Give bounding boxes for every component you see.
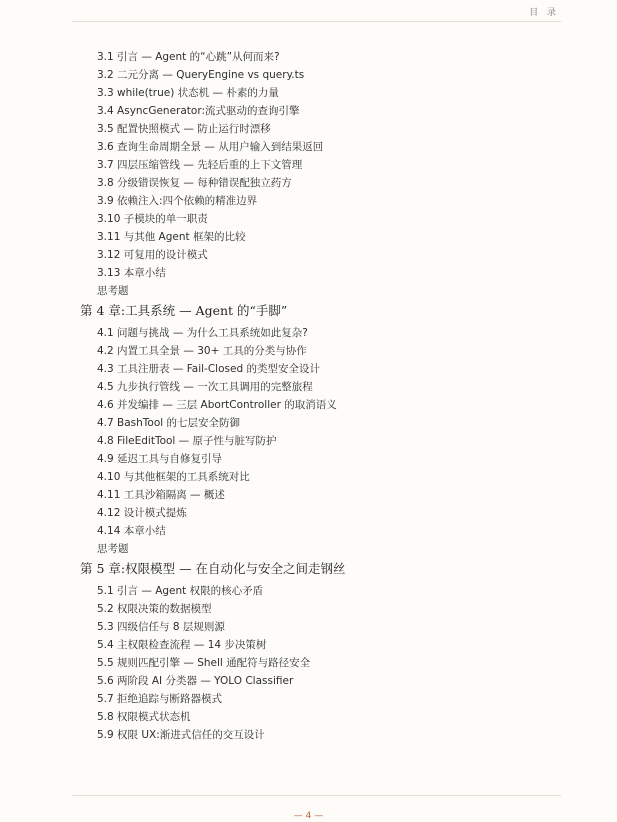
toc-entry[interactable]: 4.8 FileEditTool — 原子性与脏写防护 <box>97 435 277 447</box>
toc-entry[interactable]: 3.3 while(true) 状态机 — 朴素的力量 <box>97 87 279 99</box>
toc-entry[interactable]: 4.10 与其他框架的工具系统对比 <box>97 471 250 483</box>
toc-entry[interactable]: 思考题 <box>97 543 129 555</box>
toc-entry[interactable]: 4.6 并发编排 — 三层 AbortController 的取消语义 <box>97 399 337 411</box>
toc-entry[interactable]: 4.9 延迟工具与自修复引导 <box>97 453 223 465</box>
toc-entry[interactable]: 4.2 内置工具全景 — 30+ 工具的分类与协作 <box>97 345 307 357</box>
toc-entry[interactable]: 3.13 本章小结 <box>97 267 166 279</box>
toc-entry[interactable]: 3.10 子模块的单一职责 <box>97 213 208 225</box>
toc-entry[interactable]: 5.4 主权限检查流程 — 14 步决策树 <box>97 639 267 651</box>
toc-entry[interactable]: 4.12 设计模式提炼 <box>97 507 187 519</box>
toc-entry[interactable]: 5.3 四级信任与 8 层规则源 <box>97 621 225 633</box>
toc-entry[interactable]: 4.1 问题与挑战 — 为什么工具系统如此复杂? <box>97 327 308 339</box>
toc-entry[interactable]: 5.2 权限决策的数据模型 <box>97 603 212 615</box>
toc-chapter-heading[interactable]: 第 4 章:工具系统 — Agent 的“手脚” <box>80 303 288 318</box>
toc-entry[interactable]: 3.5 配置快照模式 — 防止运行时漂移 <box>97 123 271 135</box>
footer-rule <box>72 795 561 796</box>
toc-entry[interactable]: 5.1 引言 — Agent 权限的核心矛盾 <box>97 585 264 597</box>
header-rule <box>72 21 561 22</box>
toc-entry[interactable]: 3.7 四层压缩管线 — 先轻后重的上下文管理 <box>97 159 303 171</box>
header-title: 目 录 <box>529 8 559 18</box>
toc-entry[interactable]: 3.8 分级错误恢复 — 每种错误配独立药方 <box>97 177 292 189</box>
page-number: — 4 — <box>293 811 324 821</box>
toc-entry[interactable]: 3.2 二元分离 — QueryEngine vs query.ts <box>97 69 305 81</box>
toc-entry[interactable]: 5.9 权限 UX:渐进式信任的交互设计 <box>97 729 265 741</box>
toc-entry[interactable]: 5.5 规则匹配引擎 — Shell 通配符与路径安全 <box>97 657 311 669</box>
toc-chapter-heading[interactable]: 第 5 章:权限模型 — 在自动化与安全之间走钢丝 <box>80 561 346 576</box>
toc-entry[interactable]: 4.7 BashTool 的七层安全防御 <box>97 417 241 429</box>
toc-entry[interactable]: 3.6 查询生命周期全景 — 从用户输入到结果返回 <box>97 141 324 153</box>
toc-entry[interactable]: 4.5 九步执行管线 — 一次工具调用的完整旅程 <box>97 381 313 393</box>
toc-entry[interactable]: 3.11 与其他 Agent 框架的比较 <box>97 231 246 243</box>
toc-entry[interactable]: 5.6 两阶段 AI 分类器 — YOLO Classifier <box>97 675 294 687</box>
toc-entry[interactable]: 3.9 依赖注入:四个依赖的精准边界 <box>97 195 258 207</box>
toc-entry[interactable]: 3.4 AsyncGenerator:流式驱动的查询引擎 <box>97 105 300 117</box>
toc-entry[interactable]: 5.8 权限模式状态机 <box>97 711 191 723</box>
toc-entry[interactable]: 3.12 可复用的设计模式 <box>97 249 208 261</box>
toc-entry[interactable]: 思考题 <box>97 285 129 297</box>
toc-entry[interactable]: 4.14 本章小结 <box>97 525 166 537</box>
toc-entry[interactable]: 3.1 引言 — Agent 的“心跳”从何而来? <box>97 51 280 63</box>
toc-entry[interactable]: 4.3 工具注册表 — Fail-Closed 的类型安全设计 <box>97 363 320 375</box>
toc-entry[interactable]: 4.11 工具沙箱隔离 — 概述 <box>97 489 225 501</box>
toc-entry[interactable]: 5.7 拒绝追踪与断路器模式 <box>97 693 223 705</box>
